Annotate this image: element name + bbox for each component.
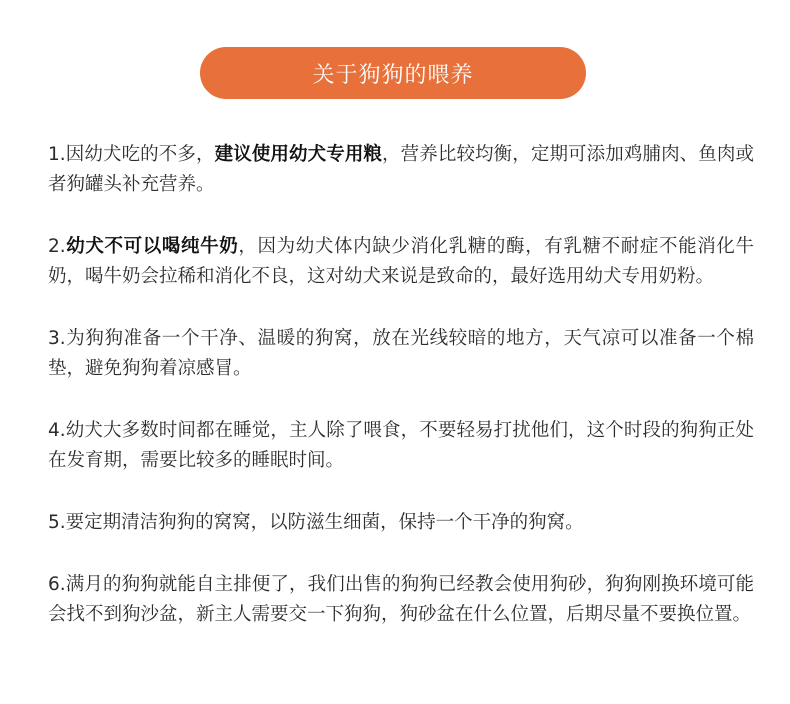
tip-4 — [48, 416, 754, 476]
tip-2-emphasis: 幼犬不可以喝纯牛奶 — [65, 236, 239, 257]
tip-2-text-rest: ，因为幼犬体内缺少消化乳糖的酶，有乳糖不耐症不能消化牛奶，喝牛奶会拉稀和消化不良，这对幼犬来说是致命的，最好选用幼犬专用奶粉。 — [48, 236, 754, 287]
title-banner — [200, 47, 586, 99]
tip-5 — [48, 508, 754, 538]
tip-1-emphasis: 建议使用幼犬专用粮 — [214, 144, 383, 165]
tip-1-text-rest: ，营养比较均衡，定期可添加鸡脯肉、鱼肉或者狗罐头补充营养。 — [48, 144, 754, 195]
tip-3 — [48, 324, 754, 384]
tip-3-text: 3.为狗狗准备一个干净、温暖的狗窝，放在光线较暗的地方，天气凉可以准备一个棉垫，避免狗狗着凉感冒。 — [48, 328, 754, 379]
tip-6-text: 6.满月的狗狗就能自主排便了，我们出售的狗狗已经教会使用狗砂，狗狗刚换环境可能会找不到狗沙盆，新主人需要交一下狗狗，狗砂盆在什么位置，后期尽量不要换位置。 — [48, 574, 754, 625]
tip-1 — [48, 140, 754, 200]
tip-1-text: 1.因幼犬吃的不多， — [48, 144, 215, 165]
tip-2-text: 2. — [48, 236, 66, 257]
feeding-tips — [48, 140, 754, 662]
tip-6 — [48, 570, 754, 630]
tip-2 — [48, 232, 754, 292]
tip-4-text: 4.幼犬大多数时间都在睡觉，主人除了喂食，不要轻易打扰他们，这个时段的狗狗正处在发育期，需要比较多的睡眠时间。 — [48, 420, 754, 471]
page-title: 关于狗狗的喂养 — [312, 62, 474, 88]
tip-5-text: 5.要定期清洁狗狗的窝窝，以防滋生细菌，保持一个干净的狗窝。 — [48, 512, 584, 533]
